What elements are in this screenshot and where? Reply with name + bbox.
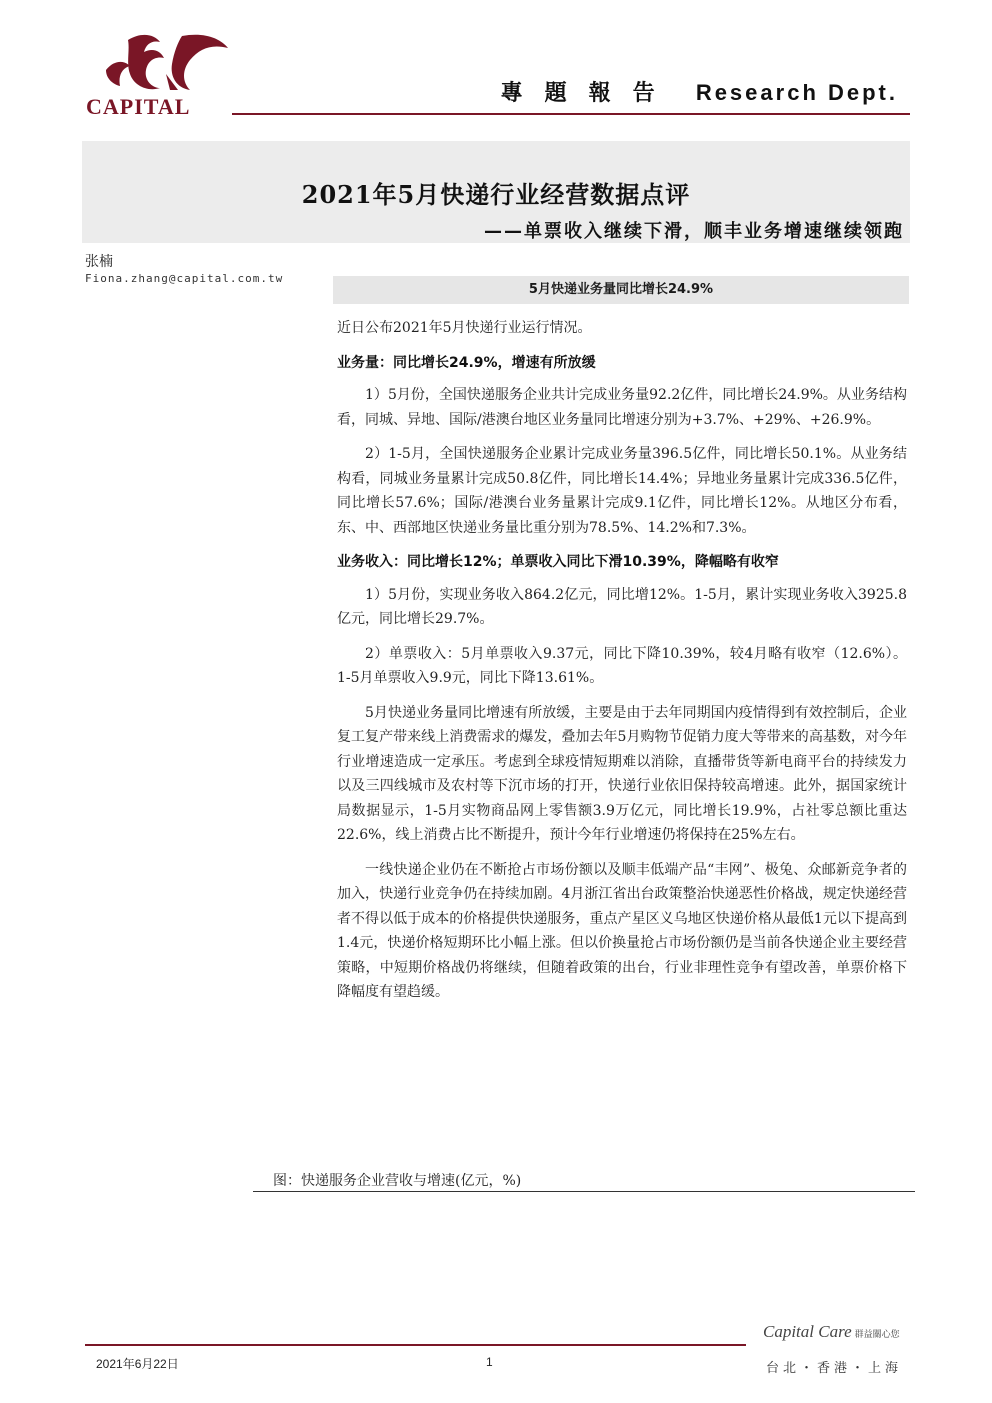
header-divider <box>232 113 910 115</box>
subsection-heading: 业务收入：同比增长12%；单票收入同比下滑10.39%，降幅略有收窄 <box>337 554 779 570</box>
report-title: 2021年5月快递行业经营数据点评 <box>301 180 691 209</box>
report-body <box>337 316 907 1015</box>
capital-care-brand: Capital Care <box>763 1322 852 1341</box>
body-paragraph: 1）5月份，实现业务收入864.2亿元，同比增12%。1-5月，累计实现业务收入3925.8亿元，同比增长29.7%。 <box>337 586 907 627</box>
body-paragraph: 1）5月份，全国快递服务企业共计完成业务量92.2亿件，同比增长24.9%。从业务结构看，同城、异地、国际/港澳台地区业务量同比增速分别为+3.7%、+29%、+26.9%。 <box>337 387 907 428</box>
capital-care-slogan: 群益關心您 <box>854 1329 900 1339</box>
figure-divider <box>253 1191 915 1192</box>
subsection-heading: 业务量：同比增长24.9%，增速有所放缓 <box>337 354 596 371</box>
body-paragraph: 一线快递企业仍在不断抢占市场份额以及顺丰低端产品“丰网”、极兔、众邮新竞争者的加入，快递行业竞争仍在持续加剧。4月浙江省出台政策整治快递恶性价格战，规定快递经营者不得以低于成本的价格提供快递服务，重点产星区义乌地区快递价格从最低1元以下提高到1.4元，快递价格短期环比小幅上涨。但以价换量抢占市场份额仍是当前各快递企业主要经营策略，中短期价格战仍将继续，但随着政策的出台，行业非理性竞争有望改善，单票价格下降幅度有望趋缓。 <box>337 861 907 1000</box>
title-box <box>82 141 910 243</box>
logo-text: CAPITAL <box>86 94 191 119</box>
body-paragraph: 2）单票收入：5月单票收入9.37元，同比下降10.39%，较4月略有收窄（12.6%）。 1-5月单票收入9.9元，同比下降13.61%。 <box>337 645 907 686</box>
author-email[interactable]: Fiona.zhang@capital.com.tw <box>85 272 284 285</box>
footer-date: 2021年6月22日 <box>96 1357 179 1371</box>
office-cities: 台北・香港・上海 <box>766 1361 903 1376</box>
body-paragraph: 5月快递业务量同比增速有所放缓，主要是由于去年同期国内疫情得到有效控制后，企业复工复产带来线上消费需求的爆发，叠加去年5月购物节促销力度大等带来的高基数，对今年行业增速造成一定承压。考虑到全球疫情短期难以消除，直播带货等新电商平台的持续发力以及三四线城市及农村等下沉市场的打开，快递行业依旧保持较高增速。此外，据国家统计局数据显示，1-5月实物商品网上零售额3.9万亿元，同比增长19.9%，占社零总额比重达22.6%，线上消费占比不断提升，预计今年行业增速仍将保持在25%左右。 <box>337 704 907 843</box>
body-paragraph: 近日公布2021年5月快递行业运行情况。 <box>337 320 592 336</box>
section-heading-bar: 5月快递业务量同比增长24.9% <box>333 276 909 304</box>
figure-caption: 图：快递服务企业营收与增速(亿元，%) <box>273 1173 522 1189</box>
page-number: 1 <box>486 1355 493 1369</box>
capital-care-logo <box>763 1322 900 1342</box>
body-paragraph: 2）1-5月，全国快递服务企业累计完成业务量396.5亿件，同比增长50.1%。从业务结构看，同城业务量累计完成50.8亿件，同比增长14.4%；异地业务量累计完成336.5亿件，同比增长57.6%；国际/港澳台业务量累计完成9.1亿件，同比增长12%。从地区分布看，东、中、西部地区快递业务量比重分别为78.5%、14.2%和7.3%。 <box>337 446 907 536</box>
footer-divider <box>85 1344 746 1346</box>
header-title <box>501 76 898 107</box>
author-name: 张楠 <box>85 254 113 270</box>
header-title-cn: 專題報告 <box>500 80 677 105</box>
report-subtitle: ——单票收入继续下滑，顺丰业务增速继续领跑 <box>484 221 904 242</box>
header-title-en: Research Dept. <box>695 80 898 105</box>
